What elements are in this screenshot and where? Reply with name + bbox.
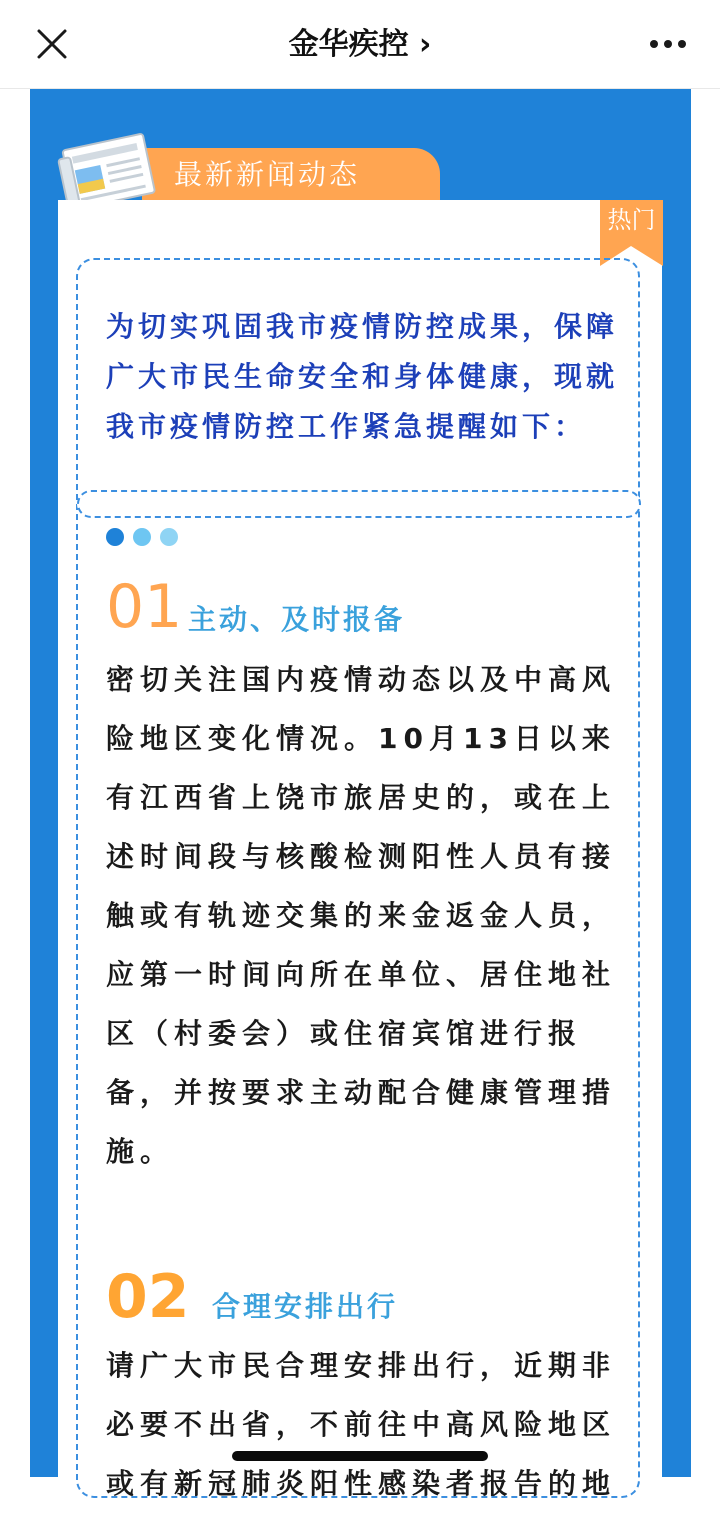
carousel-dot-3	[160, 528, 178, 546]
carousel-dot-2	[133, 528, 151, 546]
navigation-bar	[0, 0, 720, 89]
dashed-divider	[77, 490, 641, 518]
carousel-dot-1	[106, 528, 124, 546]
intro-text: 为切实巩固我市疫情防控成果，保障广大市民生命安全和身体健康，现就我市疫情防控工作紧急提醒如下：	[106, 310, 619, 443]
hot-badge: 热门	[607, 206, 656, 234]
section-number: 01	[106, 572, 183, 642]
more-icon[interactable]	[648, 36, 688, 52]
header-tab-label: 最新新闻动态	[174, 158, 361, 191]
section-title: 主动、及时报备	[188, 603, 406, 636]
home-indicator	[232, 1451, 488, 1461]
section-body: 密切关注国内疫情动态以及中高风险地区变化情况。10月13日以来有江西省上饶市旅居史的，或在上述时间段与核酸检测阳性人员有接触或有轨迹交集的来金返金人员，应第一时间向所在单位、居住地社区（村委会）或住宿宾馆进行报备，并按要求主动配合健康管理措施。	[106, 663, 617, 1168]
section-body: 请广大市民合理安排出行，近期非必要不出省，不前往中高风险地区或有新冠肺炎阳性感染者报告的地	[106, 1349, 617, 1500]
section-title: 合理安排出行	[212, 1290, 399, 1323]
section-number: 02	[106, 1262, 190, 1332]
account-title-link[interactable]: 金华疾控 ›	[288, 27, 432, 62]
